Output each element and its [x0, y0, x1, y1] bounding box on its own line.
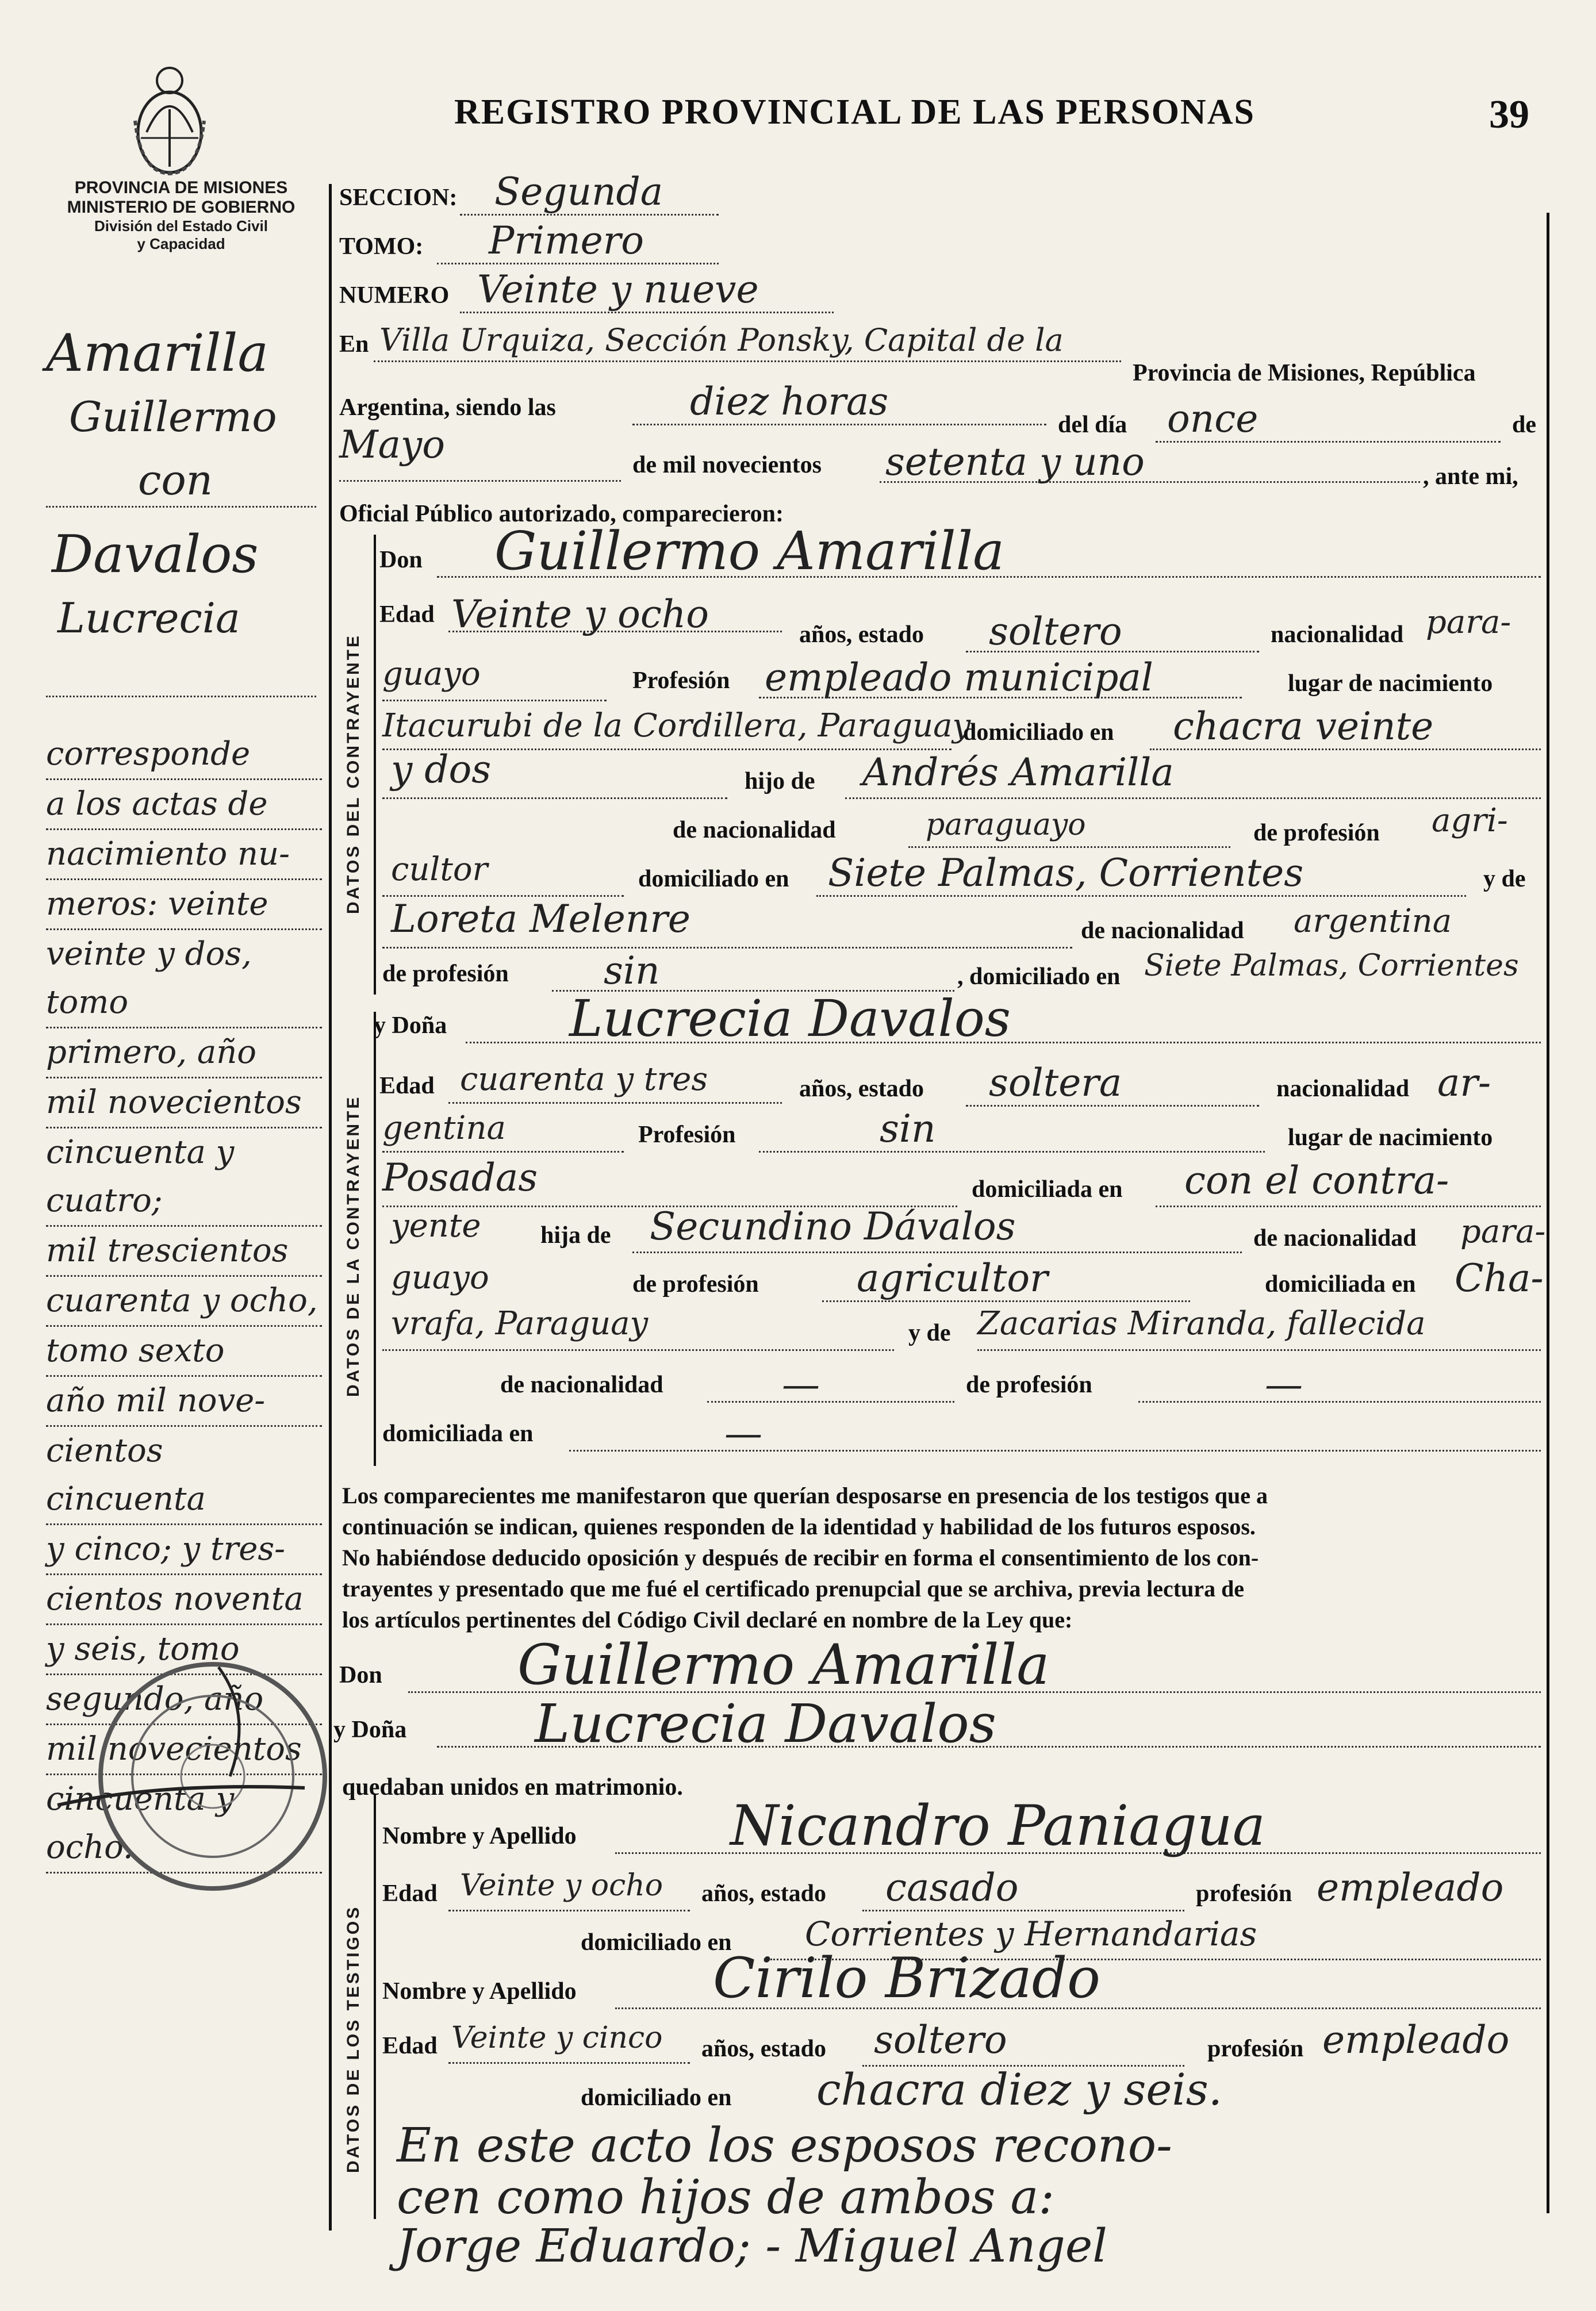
margin-note: mil trescientos [46, 1227, 322, 1277]
label-argentina: Argentina, siendo las [339, 394, 556, 421]
margin-note: nacimiento nu- [46, 830, 322, 880]
label-hijo-de: hijo de [745, 768, 815, 794]
margin-name: con [138, 456, 213, 504]
coat-of-arms-icon [129, 46, 210, 178]
label-del-dia: del día [1058, 412, 1127, 438]
label-profesion: Profesión [632, 667, 730, 694]
label-lugar-nac: lugar de nacimiento [1288, 670, 1493, 697]
t2-estado-value: soltero [874, 2018, 1007, 2062]
margin-rule [46, 696, 316, 697]
t1-dom-value: Corrientes y Hernandarias [805, 1914, 1257, 1953]
padre-prof-value: agri- [1432, 802, 1508, 839]
dona-edad-value: cuarenta y tres [460, 1061, 708, 1098]
side-label-testigos: DATOS DE LOS TESTIGOS [344, 1905, 363, 2173]
tomo-line [437, 263, 719, 264]
dona-padre-nac-value: para- [1460, 1213, 1546, 1250]
dona-value: Lucrecia Davalos [569, 989, 1011, 1048]
agency-line: y Capacidad [137, 235, 225, 252]
right-frame-line [1547, 213, 1549, 2213]
label-domiciliado-2: domiciliado en [638, 866, 789, 892]
hora-line [632, 424, 1046, 425]
margin-name: Guillermo [69, 393, 277, 441]
label-edad: Edad [379, 601, 435, 628]
margin-note: y seis, tomo [46, 1625, 322, 1675]
dona-estado-line [966, 1105, 1259, 1107]
margin-note: segundo, año [46, 1675, 322, 1725]
edad-value: Veinte y ocho [451, 592, 709, 636]
label-seccion: SECCION: [339, 185, 458, 211]
dona-madre-nac-value: — [782, 1362, 820, 1407]
label-de: de [1512, 412, 1536, 438]
label-dona-lugar-nac: lugar de nacimiento [1288, 1124, 1493, 1151]
dona-padre-prof-value: agricultor [857, 1256, 1048, 1300]
contrayente-bracket [374, 535, 376, 995]
label-ante-mi: , ante mi, [1423, 463, 1518, 490]
agency-block [52, 178, 310, 253]
madre-nac-value: argentina [1294, 903, 1452, 940]
closing-note-2: cen como hijos de ambos a: [397, 2170, 1055, 2225]
label-de-profesion: de profesión [1253, 820, 1380, 846]
margin-note: cientos noventa [46, 1575, 322, 1625]
agency-line: PROVINCIA DE MISIONES [74, 178, 288, 197]
label-dona-madre-prof: de profesión [966, 1372, 1092, 1398]
domicilio-line [1150, 748, 1541, 750]
madre-dom-value: Siete Palmas, Corrientes [1144, 949, 1519, 983]
estado-value: soltero [989, 609, 1122, 654]
dona-nac2-line [382, 1151, 624, 1153]
domicilio2-value: y dos [391, 747, 492, 792]
dona-padre-value: Secundino Dávalos [650, 1204, 1016, 1249]
label-t2-edad: Edad [382, 2033, 438, 2059]
dona-padre-prof-line [822, 1300, 1190, 1302]
madre-prof-value: sin [604, 949, 660, 993]
label-y-de-2: y de [908, 1320, 951, 1346]
margin-note: tomo sexto [46, 1327, 322, 1377]
dona-madre-nac-line [707, 1401, 954, 1403]
label-dona-madre-nac: de nacionalidad [500, 1372, 663, 1398]
padre-prof2-value: cultor [391, 851, 488, 888]
anio-value: setenta y uno [885, 440, 1145, 484]
margin-note: año mil nove- [46, 1377, 322, 1427]
margin-note: mil novecientos [46, 1725, 322, 1775]
label-nacionalidad: nacionalidad [1271, 621, 1404, 648]
side-label-contrayente: DATOS DEL CONTRAYENTE [344, 634, 363, 914]
domicilio-value: chacra veinte [1173, 704, 1434, 748]
decl-dona-value: Lucrecia Davalos [535, 1693, 996, 1755]
agency-line: División del Estado Civil [94, 217, 268, 235]
label-t2-estado: años, estado [701, 2036, 827, 2062]
margin-names [46, 322, 277, 650]
closing-note-3: Jorge Eduardo; - Miguel Angel [397, 2219, 1107, 2272]
margin-rule [46, 506, 316, 508]
margin-name: Lucrecia [57, 594, 240, 642]
margin-note: veinte y dos, tomo [46, 930, 322, 1028]
seccion-value: Segunda [494, 170, 663, 214]
dona-dom-line [1156, 1206, 1541, 1207]
margin-note: a los actas de [46, 780, 322, 830]
label-tomo: TOMO: [339, 233, 424, 260]
dona-prof-line [759, 1151, 1265, 1153]
t1-estado-value: casado [885, 1865, 1019, 1910]
label-dona-edad: Edad [379, 1073, 435, 1099]
dona-madre-prof-line [1138, 1401, 1541, 1403]
label-domiciliado: domiciliado en [963, 719, 1114, 746]
contrayente-f-bracket [374, 1012, 376, 1466]
t2-nombre-value: Cirilo Brizado [713, 1946, 1100, 2010]
label-t2-profesion: profesión [1207, 2036, 1304, 2062]
label-dona-padre-dom: domiciliada en [1265, 1271, 1416, 1297]
dona-madre-line [977, 1349, 1541, 1351]
label-madre-prof: de profesión [382, 961, 509, 987]
nac2-line [382, 700, 607, 701]
paragraph-line: Los comparecientes me manifestaron que querían desposarse en presencia de los testigos que a [342, 1483, 1268, 1508]
label-don: Don [379, 547, 423, 573]
nacionalidad2-value: guayo [382, 655, 481, 693]
dona-padre-dom-value: Cha- [1455, 1256, 1544, 1300]
declaration-paragraph [342, 1480, 1544, 1636]
margin-name: Amarilla [46, 323, 269, 383]
label-t1-edad: Edad [382, 1880, 438, 1907]
numero-line [460, 312, 834, 313]
padre-value: Andrés Amarilla [862, 750, 1174, 794]
page-number: 39 [1489, 93, 1529, 137]
agency-line: MINISTERIO DE GOBIERNO [67, 198, 296, 217]
label-oficial: Oficial Público autorizado, comparecieron: [339, 501, 784, 527]
label-t1-nombre: Nombre y Apellido [382, 1823, 577, 1849]
side-label-contrayente-f: DATOS DE LA CONTRAYENTE [344, 1095, 363, 1397]
label-dona-padre-prof: de profesión [632, 1271, 759, 1297]
label-en: En [339, 331, 369, 358]
margin-note: cincuenta y ocho. [46, 1775, 322, 1874]
lugar-line [374, 360, 1121, 362]
paragraph-line: trayentes y presentado que me fué el certificado prenupcial que se archiva, previa lectura de [342, 1576, 1245, 1602]
paragraph-line: continuación se indican, quienes responden de la identidad y habilidad de los futuros esposos. [342, 1514, 1256, 1540]
dona-estado-value: soltera [989, 1061, 1122, 1105]
madre-value: Loreta Melenre [391, 897, 690, 941]
margin-note: cuarenta y ocho, [46, 1277, 322, 1327]
numero-value: Veinte y nueve [477, 267, 759, 312]
padre-line [845, 797, 1541, 799]
decl-don-value: Guillermo Amarilla [517, 1633, 1050, 1697]
label-decl-dona: y Doña [333, 1717, 407, 1743]
label-t1-profesion: profesión [1196, 1880, 1292, 1907]
mes-value: Mayo [339, 423, 445, 467]
padre-nac-value: paraguayo [926, 808, 1086, 842]
label-t1-domiciliado: domiciliado en [581, 1929, 732, 1956]
margin-note: primero, año [46, 1028, 322, 1078]
dona-edad-line [448, 1102, 782, 1104]
tomo-value: Primero [489, 218, 644, 263]
nacionalidad-value: para- [1426, 604, 1511, 641]
madre-line [382, 947, 1072, 949]
label-provincia: Provincia de Misiones, República [1133, 360, 1476, 386]
mes-line [339, 480, 621, 482]
dia-line [1156, 441, 1501, 443]
label-dona-madre-dom: domiciliada en [382, 1421, 534, 1447]
label-madre-nac: de nacionalidad [1081, 918, 1244, 944]
dom2-f-line [382, 1349, 894, 1351]
padre-dom-line [816, 895, 1466, 897]
label-de-mil: de mil novecientos [632, 452, 822, 478]
label-dona-domiciliada: domiciliada en [972, 1176, 1123, 1203]
seccion-line [460, 214, 719, 216]
dona-madre-value: Zacarias Miranda, fallecida [977, 1305, 1426, 1342]
t2-edad-line [448, 2062, 690, 2064]
dona-dom-value: con el contra- [1184, 1158, 1449, 1203]
padre-dom-value: Siete Palmas, Corrientes [828, 851, 1304, 895]
t1-edad-line [448, 1910, 690, 1911]
label-dona-profesion: Profesión [638, 1122, 736, 1148]
label-y-de: y de [1483, 866, 1526, 892]
margin-note: y cinco; y tres- [46, 1525, 322, 1575]
dona-dom2-value: yente [391, 1207, 481, 1245]
paragraph-line: No habiéndose deducido oposición y después de recibir en forma el consentimiento de los con- [342, 1545, 1259, 1571]
dia-value: once [1167, 397, 1259, 441]
dona-padre-line [632, 1252, 1242, 1253]
hora-value: diez horas [690, 379, 889, 424]
dona-nac-value: ar- [1437, 1061, 1491, 1105]
margin-note: cientos cincuenta [46, 1427, 322, 1525]
label-numero: NUMERO [339, 282, 450, 309]
dona-lugar-value: Posadas [382, 1156, 538, 1200]
t1-prof-value: empleado [1317, 1865, 1504, 1910]
margin-name: Davalos [52, 524, 259, 585]
label-dona-padre-nac: de nacionalidad [1253, 1225, 1417, 1252]
label-madre-dom: , domiciliado en [957, 963, 1121, 990]
t2-edad-value: Veinte y cinco [451, 2021, 663, 2055]
label-t2-nombre: Nombre y Apellido [382, 1978, 577, 2005]
page-title: REGISTRO PROVINCIAL DE LAS PERSONAS [454, 93, 1255, 132]
dona-madre-dom-line [569, 1450, 1541, 1452]
margin-note: corresponde [46, 730, 322, 780]
dom2-line [382, 797, 727, 799]
label-anos-estado: años, estado [799, 621, 924, 648]
label-t2-domiciliado: domiciliado en [581, 2084, 732, 2111]
label-dona-estado: años, estado [799, 1076, 924, 1102]
dona-nac2-value: gentina [382, 1110, 506, 1147]
don-value: Guillermo Amarilla [494, 520, 1004, 582]
margin-note: mil novecientos [46, 1078, 322, 1128]
label-hija-de: hija de [540, 1222, 611, 1249]
t2-prof-value: empleado [1322, 2018, 1510, 2062]
profesion-value: empleado municipal [765, 655, 1153, 700]
dona-prof-value: sin [880, 1107, 936, 1151]
dona-madre-prof-value: — [1265, 1362, 1303, 1407]
t1-nombre-value: Nicandro Paniagua [730, 1794, 1265, 1858]
margin-signature-icon [46, 1644, 316, 1817]
label-decl-don: Don [339, 1662, 382, 1688]
dona-padre-nac2-value: guayo [391, 1259, 489, 1296]
label-quedaban: quedaban unidos en matrimonio. [342, 1774, 683, 1801]
paragraph-line: los artículos pertinentes del Código Civil declaré en nombre de la Ley que: [342, 1607, 1073, 1633]
lugar-nac-value: Itacurubi de la Cordillera, Paraguay [382, 707, 971, 744]
label-dona-nac: nacionalidad [1276, 1076, 1410, 1102]
t2-dom-value: chacra diez y seis. [816, 2064, 1222, 2115]
testigos-bracket [374, 1794, 376, 2219]
margin-note: meros: veinte [46, 880, 322, 930]
margin-note: cincuenta y cuatro; [46, 1128, 322, 1227]
label-de-nacionalidad: de nacionalidad [673, 817, 836, 843]
dona-padre-dom2-value: vrafa, Paraguay [391, 1305, 649, 1342]
lugar-value: Villa Urquiza, Sección Ponsky, Capital de la [379, 322, 1064, 358]
left-margin-line [329, 184, 332, 2231]
label-t1-estado: años, estado [701, 1880, 827, 1907]
dona-madre-dom-value: — [724, 1411, 762, 1456]
padre-nac-line [908, 846, 1230, 848]
label-y-dona: y Doña [374, 1012, 447, 1039]
t1-edad-value: Veinte y ocho [460, 1868, 663, 1903]
closing-note-1: En este acto los esposos recono- [397, 2118, 1172, 2173]
t1-estado-line [862, 1910, 1184, 1911]
